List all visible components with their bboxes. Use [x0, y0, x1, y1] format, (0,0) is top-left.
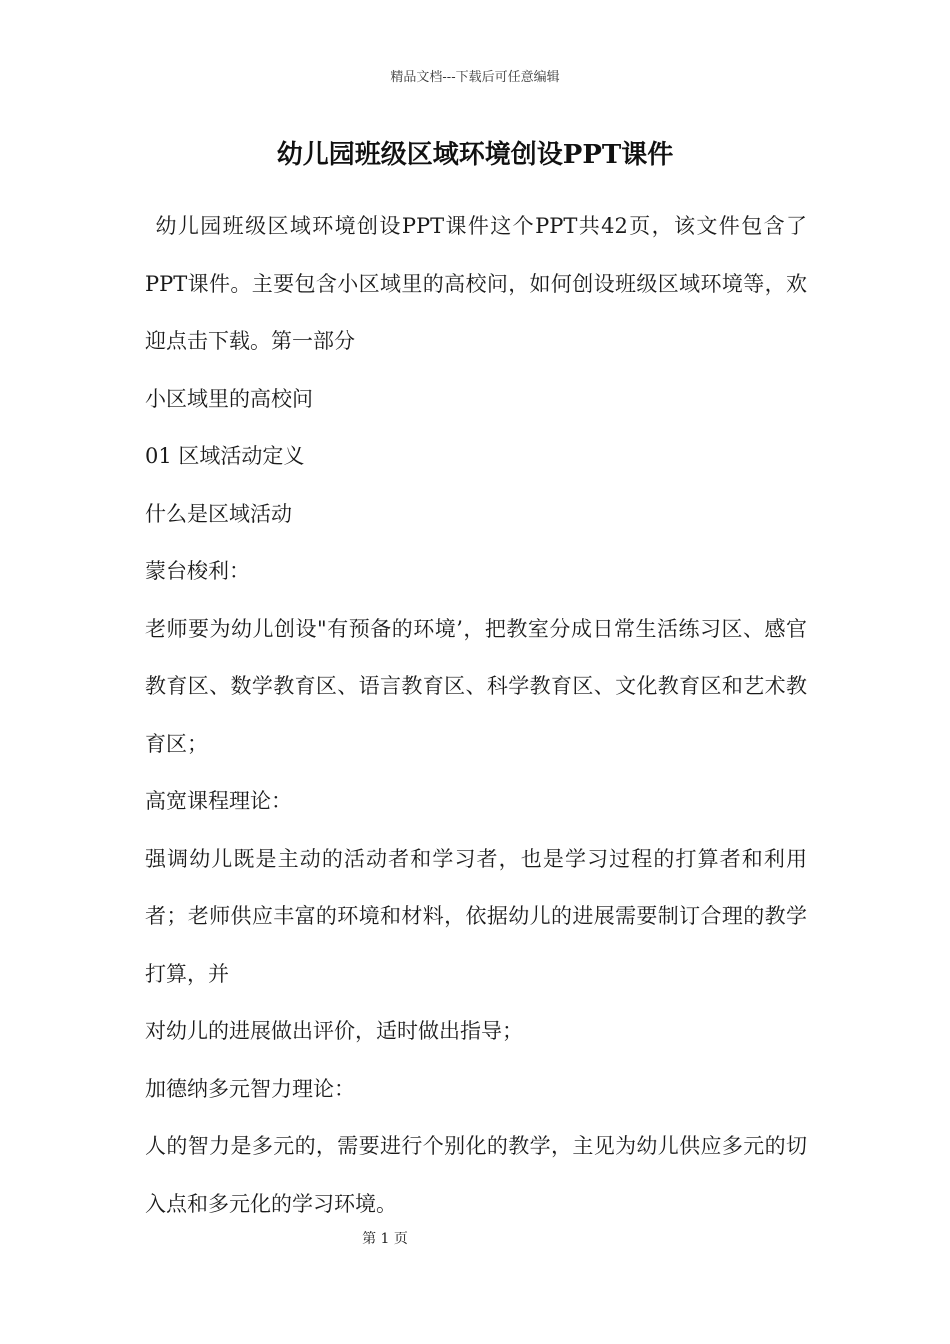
paragraph-montessori-text: 老师要为幼儿创设"有预备的环境’，把教室分成日常生活练习区、感官教育区、数学教育区、语言教育区、科学教育区、文化教育区和艺术教育区； — [145, 616, 807, 756]
paragraph-gardner-label: 加德纳多元智力理论： — [145, 1076, 355, 1101]
paragraph-question: 什么是区域活动 — [145, 501, 292, 526]
paragraph-subsection-heading: 01 区域活动定义 — [145, 444, 305, 468]
paragraph-gardner-text: 人的智力是多元的，需要进行个别化的教学，主见为幼儿供应多元的切入点和多元化的学习环境。 — [145, 1134, 807, 1216]
paragraph-montessori-label: 蒙台梭利： — [145, 559, 250, 583]
paragraph-section-heading: 小区域里的高校问 — [145, 386, 313, 411]
paragraph-highscope-text: 强调幼儿既是主动的活动者和学习者，也是学习过程的打算者和利用者；老师供应丰富的环境和材料，依据幼儿的进展需要制订合理的教学打算，并 — [145, 846, 807, 986]
header-note: 精品文档---下载后可任意编辑 — [390, 70, 560, 85]
paragraph-highscope-text-cont: 对幼儿的进展做出评价，适时做出指导； — [145, 1019, 523, 1043]
paragraph-intro: 幼儿园班级区域环境创设PPT课件这个PPT共42页，该文件包含了PPT课件。主要包含小区域里的高校问，如何创设班级区域环境等，欢迎点击下载。第一部分 — [145, 214, 807, 353]
paragraph-highscope-label: 高宽课程理论： — [145, 789, 292, 813]
page-number: 第 1 页 — [362, 1231, 408, 1247]
document-body — [145, 198, 807, 1233]
document-title: 幼儿园班级区域环境创设PPT课件 — [276, 140, 674, 170]
